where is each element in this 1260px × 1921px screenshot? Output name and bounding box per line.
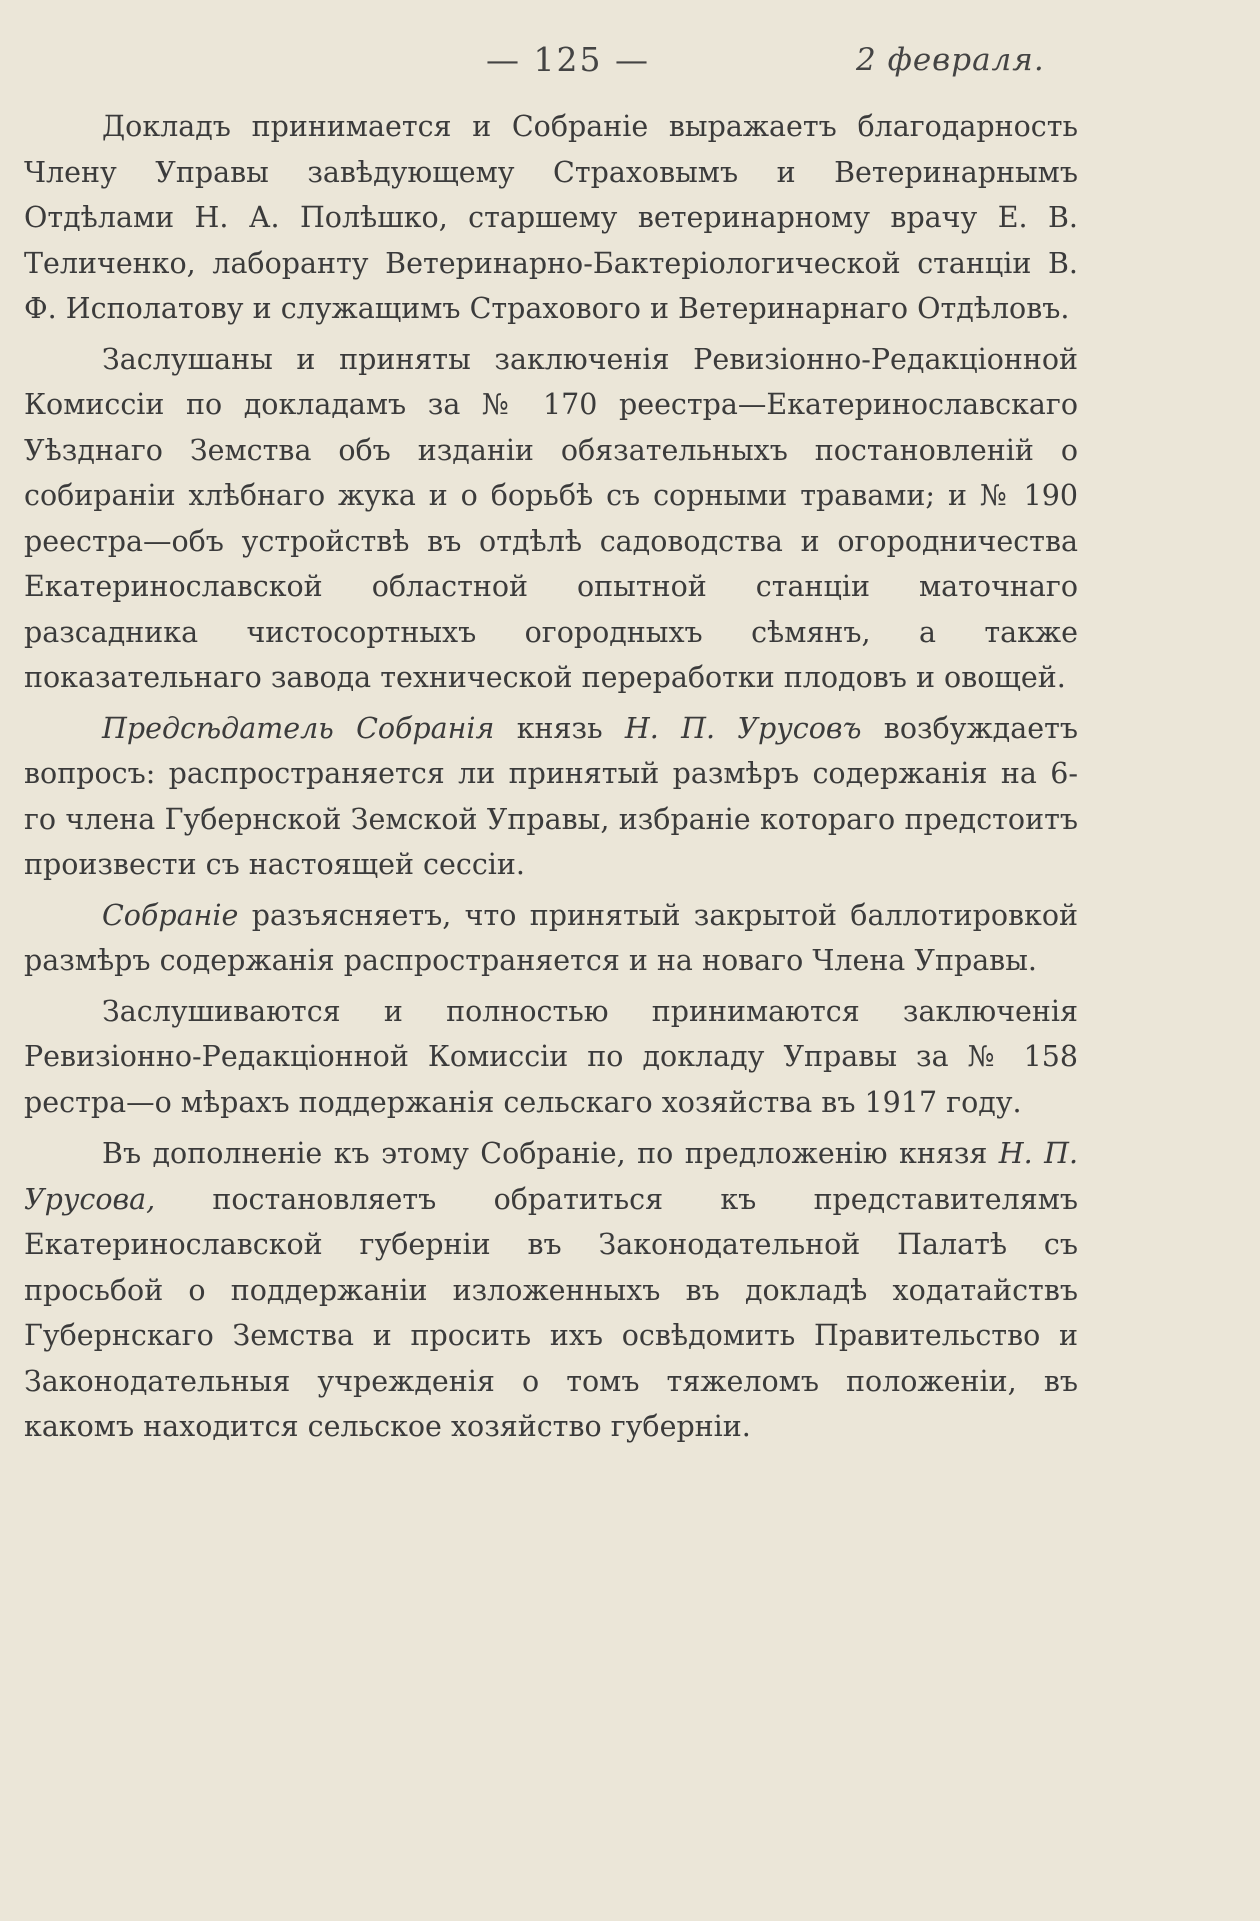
- body-text: [24, 104, 1078, 1455]
- paragraph-lead: Въ дополненіе къ этому Собраніе, по предложенію князя: [102, 1137, 999, 1170]
- chairman-title: Предсѣдатель Собранія: [102, 711, 495, 745]
- page-number: — 125 —: [486, 40, 650, 79]
- prince-name: Н. П. Урусова,: [24, 1137, 1079, 1216]
- paragraph-text: возбуждаетъ вопросъ: распространяется ли принятый размѣръ содержанія на 6-го члена Губернской Земской Управы, избраніе котораго предстоитъ произвести съ настоящей сессіи.: [24, 711, 1078, 881]
- prince-word: князь: [494, 711, 625, 745]
- header-date: 2 февраля.: [856, 42, 1045, 78]
- paragraph-text: разъясняетъ, что принятый закрытой баллотировкой размѣръ содержанія распространяется и на новаго Члена Управы.: [24, 898, 1078, 977]
- paragraph-text: Заслушиваются и полностью принимаются заключенія Ревизіонно-Редакціонной Комиссіи по докладу Управы за № 158 рестра—о мѣрахъ поддержанія сельскаго хозяйства въ 1917 году.: [24, 994, 1078, 1119]
- paragraph-text: Заслушаны и приняты заключенія Ревизіонно-Редакціонной Комиссіи по докладамъ за № 170 реестра—Екатеринославскаго Уѣзднаго Земства объ изданіи обязательныхъ постановленій о собираніи хлѣбнаго жука и о борьбѣ съ сорными травами; и № 190 реестра—объ устройствѣ въ отдѣлѣ садоводства и огородничества Екатеринославской областной опытной станціи маточнаго разсадника чистосортныхъ огородныхъ сѣмянъ, а также показательнаго завода технической переработки плодовъ и овощей.: [24, 342, 1078, 694]
- paragraph-petition: [24, 1131, 1078, 1450]
- paragraph-report-accepted: [24, 104, 1078, 332]
- paragraph-chairman-question: [24, 706, 1078, 888]
- paragraph-text: постановляетъ обратиться къ представителямъ Екатеринославской губерніи въ Законодательной Палатѣ съ просьбой о поддержаніи изложенныхъ въ докладѣ ходатайствъ Губернскаго Земства и просить ихъ освѣдомить Правительство и Законодательныя учрежденія о томъ тяжеломъ положеніи, въ какомъ находится сельское хозяйство губерніи.: [24, 1182, 1078, 1443]
- paragraph-agriculture-support: [24, 989, 1078, 1126]
- paragraph-text: Докладъ принимается и Собраніе выражаетъ благодарность Члену Управы завѣдующему Страховымъ и Ветеринарнымъ Отдѣлами Н. А. Полѣшко, старшему ветеринарному врачу Е. В. Теличенко, лаборанту Ветеринарно-Бактеріологической станціи В. Ф. Исполатову и служащимъ Страхового и Ветеринарнаго Отдѣловъ.: [24, 110, 1078, 325]
- assembly-word: Собраніе: [102, 898, 239, 932]
- paragraph-assembly-explains: [24, 893, 1078, 984]
- chairman-name: Н. П. Урусовъ: [624, 711, 862, 745]
- paragraph-commission-conclusions: [24, 337, 1078, 701]
- page-header: [0, 40, 1260, 90]
